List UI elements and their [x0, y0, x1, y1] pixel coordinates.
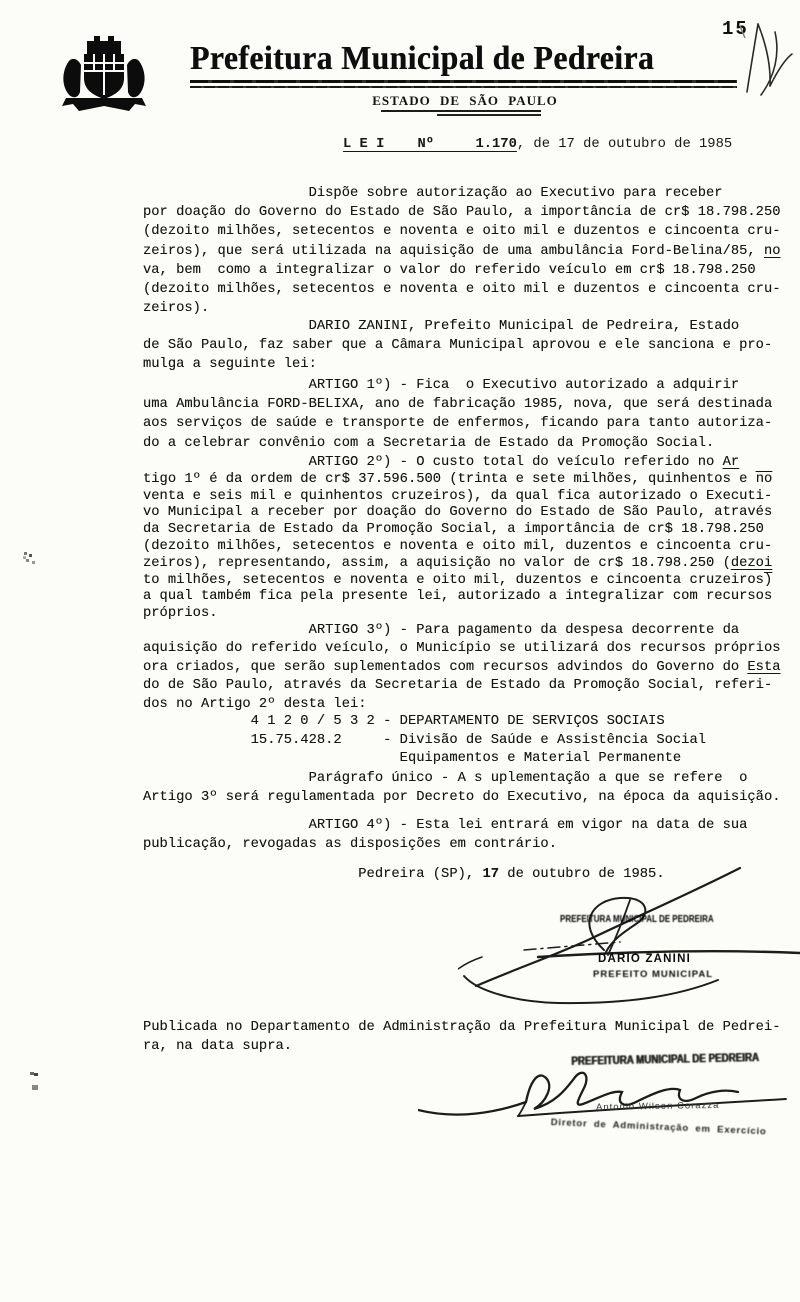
header-rule-top — [190, 80, 737, 83]
paragraph-artigo-4: ARTIGO 4º) - Esta lei entrará em vigor na data de sua publicação, revogadas as disposições em contrário. — [143, 818, 748, 852]
mayor-signature-block — [458, 856, 800, 1014]
publication-note: Publicada no Departamento de Administração da Prefeitura Municipal de Pedrei- ra, na data supra. — [143, 1020, 781, 1054]
budget-allocation-lines: 4 1 2 0 / 5 3 2 - DEPARTAMENTO DE SERVIÇOS SOCIAIS 15.75.428.2 - Divisão de Saúde e Assistência Social Equipamentos e Material Permanente — [143, 714, 707, 766]
page-title: Prefeitura Municipal de Pedreira — [190, 40, 655, 77]
paragraph-artigo-2: ARTIGO 2º) - O custo total do veículo referido no Ar tigo 1º é da ordem de cr$ 37.596.500 (trinta e sete milhões, quinhentos e $\overline{no}$ venta e seis mil e quinhentos cruzeiros), da qual fica autorizado o Executi- vo Municipal a receber por doação do Governo do Estado de São Paulo, através da Secretaria de Estado da Promoção Social, a importância de cr$ 18.798.250 (dezoito milhões, setecentos e noventa e oito mil, duzentos e cincoenta cru- zeiros), representando, assim, a aquisição no valor de cr$ 18.798.250 (dezoi to milhões, setecentos e noventa e oito mil, duzentos e cincoenta cruzeiros) a qual também fica pela presente lei, autorizado a integralizar com recursos próprios. — [143, 455, 773, 622]
paragraph-paragrafo-unico: Parágrafo único - A s uplementação a que se refere o Artigo 3º será regulamentada por Decreto do Executivo, na época da aquisição. — [143, 771, 781, 805]
paragraph-promulgation: DARIO ZANINI, Prefeito Municipal de Pedreira, Estado de São Paulo, faz saber que a Câmara Municipal aprovou e ele sanciona e pro- mulga a seguinte lei: — [143, 319, 773, 372]
dateline: Pedreira (SP), 17 de outubro de 1985. — [143, 867, 665, 882]
paragraph-ementa: Dispõe sobre autorização ao Executivo para receber por doação do Governo do Estado de São Paulo, a importância de cr$ 18.798.250 (dezoito milhões, setecentos e noventa e oito mil e duzentos e cincoenta cru- zeiros), que será utilizada na aquisição de uma ambulância Ford-Belina/85, no va, bem como a integralizar o valor do referido veículo em cr$ 18.798.250 (dezoito milhões, setecentos e noventa e oito mil e duzentos e cincoenta cru- zeiros). — [143, 186, 781, 317]
director-role: Diretor de Administração em Exercício — [550, 1117, 767, 1138]
scan-smudge — [24, 552, 27, 555]
header-subtitle: ESTADO DE SÃO PAULO — [372, 93, 558, 108]
paragraph-artigo-1: ARTIGO 1º) - Fica o Executivo autorizado a adquirir uma Ambulância FORD-BELIXA, ano de fabricação 1985, nova, que será destinada aos serviços de saúde e transporte de enfermos, ficando para tanto autoriza- do a celebrar convênio com a Secretaria de Estado da Promoção Social. — [143, 378, 773, 451]
mayor-signature-strokes — [458, 856, 800, 1014]
mayor-name: DARIO ZANINI — [598, 953, 691, 965]
director-stamp-text: PREFEITURA MUNICIPAL DE PEDREIRA — [571, 1052, 759, 1068]
subtitle-underline — [381, 110, 541, 112]
mayor-stamp-text: PREFEITURA MUNICIPAL DE PEDREIRA — [560, 914, 714, 925]
scan-smudge — [30, 1072, 34, 1075]
header-rule-bottom — [190, 86, 737, 88]
mayor-role: PREFEITO MUNICIPAL — [593, 969, 714, 980]
paragraph-artigo-3: ARTIGO 3º) - Para pagamento da despesa decorrente da aquisição do referido veículo, o Município se utilizará dos recursos próprios ora criados, que serão suplementados com recursos advindos do Governo do Esta do de São Paulo, através da Secretaria de Estado da Promoção Social, referi- dos no Artigo 2º desta lei: — [143, 623, 781, 712]
scan-speck — [740, 26, 745, 38]
subtitle-underline-2 — [437, 114, 541, 116]
director-name: Antonio Wilson Corazza — [595, 1099, 720, 1114]
handwritten-mark — [740, 16, 798, 100]
page-number: 15 — [722, 18, 749, 40]
municipal-coat-of-arms-icon — [60, 32, 148, 120]
law-number-heading: L E I Nº 1.170, de 17 de outubro de 1985 — [343, 137, 733, 152]
director-signature-block — [418, 1046, 800, 1148]
